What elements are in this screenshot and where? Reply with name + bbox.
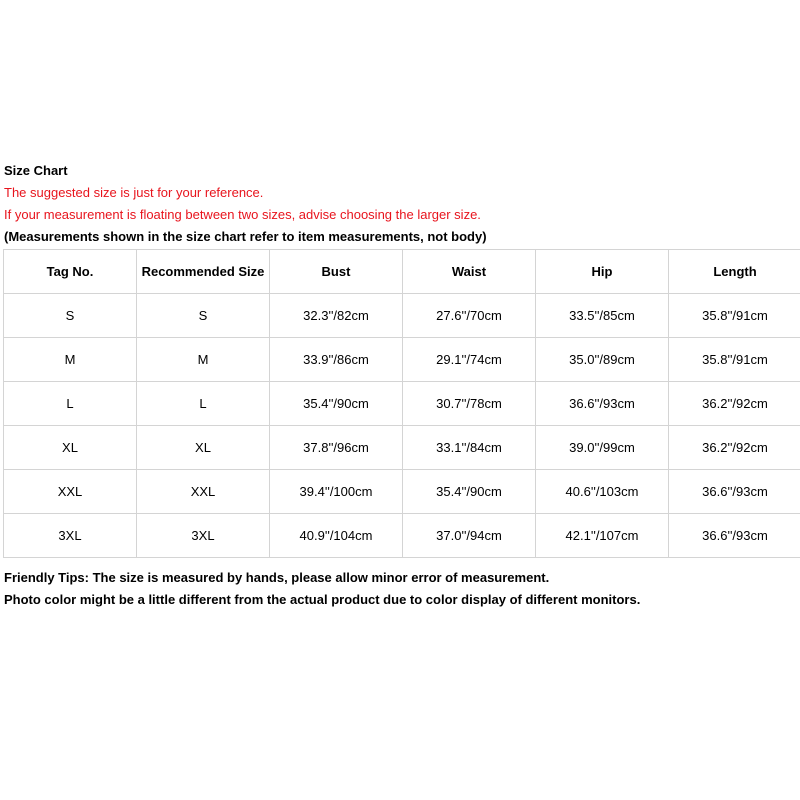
size-table [3, 249, 800, 558]
color-disclaimer: Photo color might be a little different from the actual product due to color display of different monitors. [4, 592, 641, 607]
size-chart-section [4, 160, 800, 611]
cell-tag-no: L [4, 382, 137, 426]
cell-hip: 39.0''/99cm [536, 426, 669, 470]
cell-bust: 35.4''/90cm [270, 382, 403, 426]
cell-tag-no: M [4, 338, 137, 382]
cell-bust: 32.3''/82cm [270, 294, 403, 338]
table-row [4, 426, 800, 470]
cell-tag-no: XXL [4, 470, 137, 514]
cell-length: 35.8''/91cm [669, 294, 800, 338]
header-hip: Hip [536, 250, 669, 294]
reference-note: The suggested size is just for your reference. [4, 185, 264, 200]
cell-waist: 27.6''/70cm [403, 294, 536, 338]
cell-waist: 29.1''/74cm [403, 338, 536, 382]
cell-waist: 35.4''/90cm [403, 470, 536, 514]
header-bust: Bust [270, 250, 403, 294]
header-recommended-size: Recommended Size [137, 250, 270, 294]
header-length: Length [669, 250, 800, 294]
cell-hip: 36.6''/93cm [536, 382, 669, 426]
table-row [4, 514, 800, 558]
cell-bust: 40.9''/104cm [270, 514, 403, 558]
header-waist: Waist [403, 250, 536, 294]
tips-section [4, 567, 800, 611]
cell-bust: 39.4''/100cm [270, 470, 403, 514]
cell-length: 35.8''/91cm [669, 338, 800, 382]
cell-length: 36.2''/92cm [669, 426, 800, 470]
table-row [4, 470, 800, 514]
cell-length: 36.6''/93cm [669, 514, 800, 558]
table-row [4, 294, 800, 338]
header-tag-no: Tag No. [4, 250, 137, 294]
friendly-tips: Friendly Tips: The size is measured by hands, please allow minor error of measurement. [4, 570, 550, 585]
cell-recommended-size: M [137, 338, 270, 382]
cell-recommended-size: 3XL [137, 514, 270, 558]
table-row [4, 338, 800, 382]
cell-length: 36.2''/92cm [669, 382, 800, 426]
size-chart-title: Size Chart [4, 163, 68, 178]
cell-hip: 33.5''/85cm [536, 294, 669, 338]
cell-bust: 33.9''/86cm [270, 338, 403, 382]
measurement-disclaimer: (Measurements shown in the size chart refer to item measurements, not body) [4, 229, 487, 244]
cell-tag-no: S [4, 294, 137, 338]
larger-size-advice: If your measurement is floating between two sizes, advise choosing the larger size. [4, 207, 481, 222]
cell-recommended-size: XL [137, 426, 270, 470]
cell-bust: 37.8''/96cm [270, 426, 403, 470]
cell-hip: 42.1''/107cm [536, 514, 669, 558]
cell-tag-no: 3XL [4, 514, 137, 558]
cell-waist: 30.7''/78cm [403, 382, 536, 426]
table-header-row [4, 250, 800, 294]
cell-tag-no: XL [4, 426, 137, 470]
cell-recommended-size: S [137, 294, 270, 338]
cell-recommended-size: XXL [137, 470, 270, 514]
cell-length: 36.6''/93cm [669, 470, 800, 514]
table-row [4, 382, 800, 426]
cell-waist: 37.0''/94cm [403, 514, 536, 558]
cell-waist: 33.1''/84cm [403, 426, 536, 470]
cell-recommended-size: L [137, 382, 270, 426]
cell-hip: 40.6''/103cm [536, 470, 669, 514]
cell-hip: 35.0''/89cm [536, 338, 669, 382]
